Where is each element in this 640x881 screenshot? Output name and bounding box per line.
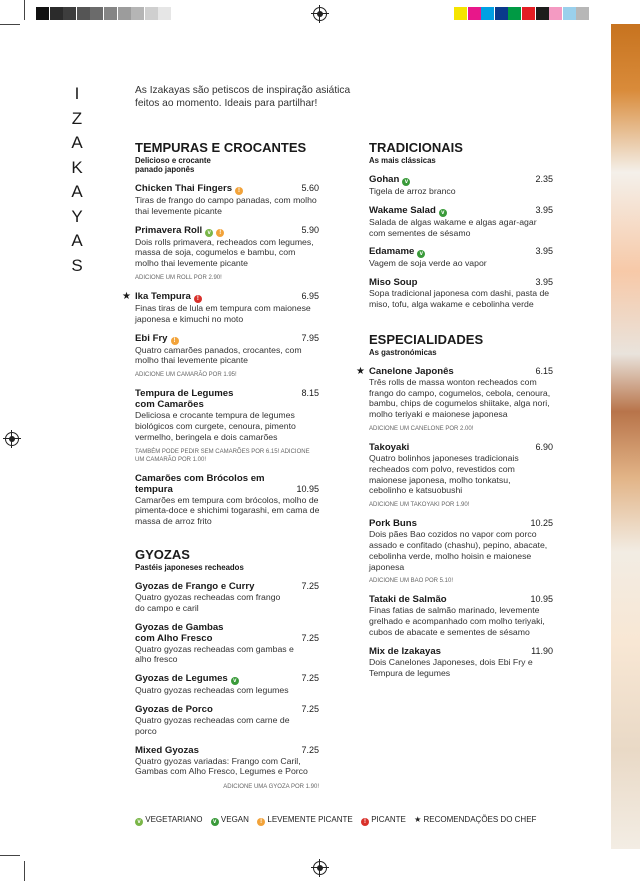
item-description: Três rolls de massa wonton recheados com frango do campo, cogumelos, cebola, cenoura, bambu, chips de cogumelos shiitake, alga nori, molho teriyaki e maionese japonesa [369, 376, 551, 420]
section-title: TRADICIONAIS [369, 140, 463, 155]
section-title: ESPECIALIDADES [369, 331, 484, 347]
item-note: ADICIONE UM CANELONE POR 2.00! [369, 425, 474, 432]
item-description: Finas fatias de salmão marinado, levemente grelhado e acompanhado com molho teriyaki, cubos de abacate e sementes de sésamo [369, 605, 545, 637]
menu-item [369, 594, 553, 637]
color-swatch [468, 7, 481, 20]
section-gyozas [135, 547, 335, 791]
item-price: 8.15 [301, 388, 319, 399]
color-swatch [77, 7, 90, 20]
item-note: ADICIONE UM TAKOYAKI POR 1.90! [369, 502, 470, 509]
item-price: 5.90 [301, 224, 319, 235]
item-name: Chicken Thai Fingers [135, 183, 233, 194]
color-swatch [104, 7, 117, 20]
section-title: GYOZAS [135, 546, 190, 562]
item-name: Primavera Roll [135, 224, 203, 236]
item-description: Quatro camarões panados, crocantes, com molho thai levemente picante [135, 344, 302, 366]
color-swatch [145, 7, 158, 20]
color-swatch [508, 7, 521, 20]
mild-spicy-icon: ! [235, 187, 243, 195]
menu-item [369, 246, 553, 269]
color-swatch [549, 7, 562, 20]
menu-item [369, 646, 553, 679]
item-name: Ika Tempura [135, 290, 191, 302]
color-swatch [90, 7, 103, 20]
item-description: Deliciosa e crocante tempura de legumes biológicos com curgete, cenoura, pimento vermelho, beringela e dois camarões [135, 410, 296, 442]
item-description: Quatro gyozas recheadas com frango do campo e caril [135, 591, 281, 613]
menu-item [135, 673, 335, 696]
item-price: 10.95 [296, 483, 319, 494]
legend [135, 815, 542, 826]
item-name: Miso Soup [369, 277, 418, 289]
color-swatch [131, 7, 144, 20]
item-price: 7.25 [301, 744, 319, 755]
menu-item [135, 581, 335, 614]
item-name: Tataki de Salmão [369, 594, 447, 606]
menu-item [135, 745, 335, 778]
legend-vegetarian: v VEGETARIANO [135, 815, 202, 824]
vegan-icon: v [231, 677, 239, 685]
menu-item [369, 205, 553, 239]
vegan-icon: v [439, 209, 447, 217]
color-swatch [454, 7, 467, 20]
section-subtitle: As gastronómicas [369, 347, 437, 357]
color-swatch [36, 7, 49, 20]
menu-item [135, 333, 335, 367]
item-price: 5.60 [301, 183, 319, 193]
item-description: Quatro bolinhos japoneses tradicionais recheados com polvo, revestidos com maionese japonesa, molho tonkatsu, cebolinho e katsuobushi [369, 452, 519, 496]
item-name: Tempura de Legumes com Camarões [135, 388, 234, 411]
item-note: TAMBÉM PODE PEDIR SEM CAMARÕES POR 6.15! ADICIONE UM CAMARÃO POR 1.00! [135, 448, 310, 463]
vegan-icon: v [211, 818, 219, 826]
menu-item [135, 473, 335, 527]
item-name: Gyozas de Gambas com Alho Fresco [135, 621, 224, 644]
menu-item [135, 704, 335, 737]
title-letter: A [71, 133, 83, 152]
color-swatch [481, 7, 494, 20]
menu-item [369, 518, 553, 572]
item-name: Ebi Fry [135, 332, 168, 344]
menu-item [122, 290, 335, 325]
menu-item [135, 183, 335, 217]
item-name: Mix de Izakayas [369, 645, 441, 657]
item-price: 11.90 [531, 645, 553, 656]
item-price: 6.90 [535, 441, 553, 452]
color-swatch [576, 7, 589, 20]
menu-item [135, 225, 335, 269]
chef-star-icon: ★ [122, 290, 131, 302]
item-note: ADICIONE UM CAMARÃO POR 1.95! [135, 372, 237, 379]
title-letter: Y [71, 206, 83, 226]
item-description: Tigela de arroz branco [369, 186, 456, 196]
crop-mark [0, 24, 20, 25]
item-description: Dois rolls primavera, recheados com legumes, massa de soja, cogumelos e bambu, com molho thai levemente picante [135, 236, 314, 269]
item-price: 3.95 [535, 246, 553, 257]
vegan-icon: v [417, 250, 425, 258]
food-photo-strip [611, 24, 640, 849]
mild-spicy-icon: ! [257, 818, 265, 826]
chef-star-icon: ★ [356, 365, 365, 377]
item-description: Dois pães Bao cozidos no vapor com porco assado e confitado (chashu), pepino, abacate, cebolinha verde, molho hoisin e maionese japonesa [369, 529, 548, 572]
color-swatch [50, 7, 63, 20]
item-price: 10.95 [530, 594, 553, 605]
item-note: ADICIONE UM BAO POR 5.10! [369, 578, 454, 585]
item-description: Salada de algas wakame e algas agar-agar com sementes de sésamo [369, 216, 537, 238]
menu-item [369, 442, 553, 496]
item-name: Gyozas de Frango e Curry [135, 580, 255, 592]
item-description: Vagem de soja verde ao vapor [369, 258, 487, 269]
item-name: Gyozas de Legumes [135, 673, 228, 685]
item-description: Camarões em tempura com brócolos, molho de pimenta-doce e shichimi togarashi, em cama de massa de arroz frito [135, 494, 320, 527]
item-price: 6.15 [535, 365, 553, 376]
spicy-icon: ! [361, 818, 369, 826]
item-description: Finas tiras de lula em tempura com maionese japonesa e kimuchi no moto [135, 302, 311, 324]
section-subtitle: Delicioso e crocante panado japonês [135, 156, 211, 174]
item-name: Mixed Gyozas [135, 744, 199, 756]
item-description: Sopa tradicional japonesa com dashi, pasta de miso, tofu, alga wakame e cebolinha verde [369, 288, 550, 309]
item-price: 7.25 [301, 580, 319, 591]
item-description: Dois Canelones Japoneses, dois Ebi Fry e Tempura de legumes [369, 656, 533, 678]
section-subtitle: As mais clássicas [369, 156, 436, 165]
color-swatch [536, 7, 549, 20]
title-letter: A [71, 231, 83, 250]
spicy-icon: ! [194, 295, 202, 303]
item-price: 7.25 [301, 673, 319, 684]
menu-item [135, 622, 335, 666]
item-price: 2.35 [535, 174, 553, 184]
vegan-icon: v [402, 178, 410, 186]
section-tempuras [122, 140, 335, 527]
item-description: Quatro gyozas variadas: Frango com Caril, Gambas com Alho Fresco, Legumes e Porco [135, 755, 308, 777]
section-subtitle: Pastéis japoneses recheados [135, 562, 244, 572]
menu-item [356, 365, 553, 420]
item-name: Camarões com Brócolos em tempura [135, 472, 265, 495]
color-swatch [522, 7, 535, 20]
legend-vegan: v VEGAN [211, 815, 249, 824]
item-price: 3.95 [535, 277, 553, 288]
item-name: Canelone Japonês [369, 365, 454, 377]
menu-item [369, 277, 553, 310]
title-letter: K [71, 157, 83, 177]
registration-mark-bottom [313, 861, 327, 875]
item-price: 7.25 [301, 632, 319, 643]
section-especialidades [356, 331, 553, 679]
item-price: 7.25 [301, 703, 319, 714]
crop-mark [24, 861, 25, 881]
item-name: Takoyaki [369, 441, 410, 453]
item-price: 10.25 [530, 518, 553, 529]
item-name: Edamame [369, 246, 415, 258]
right-column [356, 140, 553, 686]
legend-spicy: ! PICANTE [361, 815, 406, 824]
title-letter: Z [71, 108, 83, 128]
item-price: 7.95 [301, 332, 319, 343]
section-tradicionais [369, 140, 553, 310]
intro-text: As Izakayas são petiscos de inspiração asiática feitos ao momento. Ideais para partilhar! [135, 85, 351, 109]
color-swatch [495, 7, 508, 20]
registration-mark-left [5, 432, 19, 446]
registration-mark-top [313, 7, 327, 21]
menu-item [369, 174, 553, 197]
item-price: 3.95 [535, 204, 553, 215]
item-name: Gyozas de Porco [135, 703, 213, 715]
color-swatch [563, 7, 576, 20]
left-column [122, 140, 335, 800]
item-note: ADICIONE UM ROLL POR 2.90! [135, 274, 222, 281]
item-description: Quatro gyozas recheadas com legumes [135, 685, 289, 696]
item-name: Pork Buns [369, 518, 417, 530]
title-letter: I [74, 84, 80, 103]
menu-item [135, 388, 335, 442]
item-note: ADICIONE UMA GYOZA POR 1.90! [223, 784, 319, 791]
item-name: Wakame Salad [369, 204, 436, 216]
section-title: TEMPURAS E CROCANTES [135, 140, 307, 155]
vegetarian-icon: v [205, 229, 213, 237]
legend-chef: ★ RECOMENDAÇÕES DO CHEF [414, 815, 537, 824]
mild-spicy-icon: ! [171, 337, 179, 345]
title-letter: S [71, 255, 83, 275]
item-name: Gohan [369, 174, 400, 185]
legend-mild-spicy: ! LEVEMENTE PICANTE [257, 815, 353, 824]
item-description: Tiras de frango do campo panadas, com molho thai levemente picante [135, 195, 317, 216]
item-description: Quatro gyozas recheadas com gambas e alho fresco [135, 643, 294, 665]
title-letter: A [71, 182, 83, 201]
vertical-title [69, 82, 85, 278]
crop-mark [0, 855, 20, 856]
vegetarian-icon: v [135, 818, 143, 826]
mild-spicy-icon: ! [216, 229, 224, 237]
color-swatch [63, 7, 76, 20]
chef-star-icon: ★ [414, 815, 422, 824]
color-swatch [118, 7, 131, 20]
item-description: Quatro gyozas recheadas com carne de porco [135, 714, 290, 736]
color-swatch [158, 7, 171, 20]
item-price: 6.95 [301, 290, 319, 301]
crop-mark [24, 0, 25, 20]
